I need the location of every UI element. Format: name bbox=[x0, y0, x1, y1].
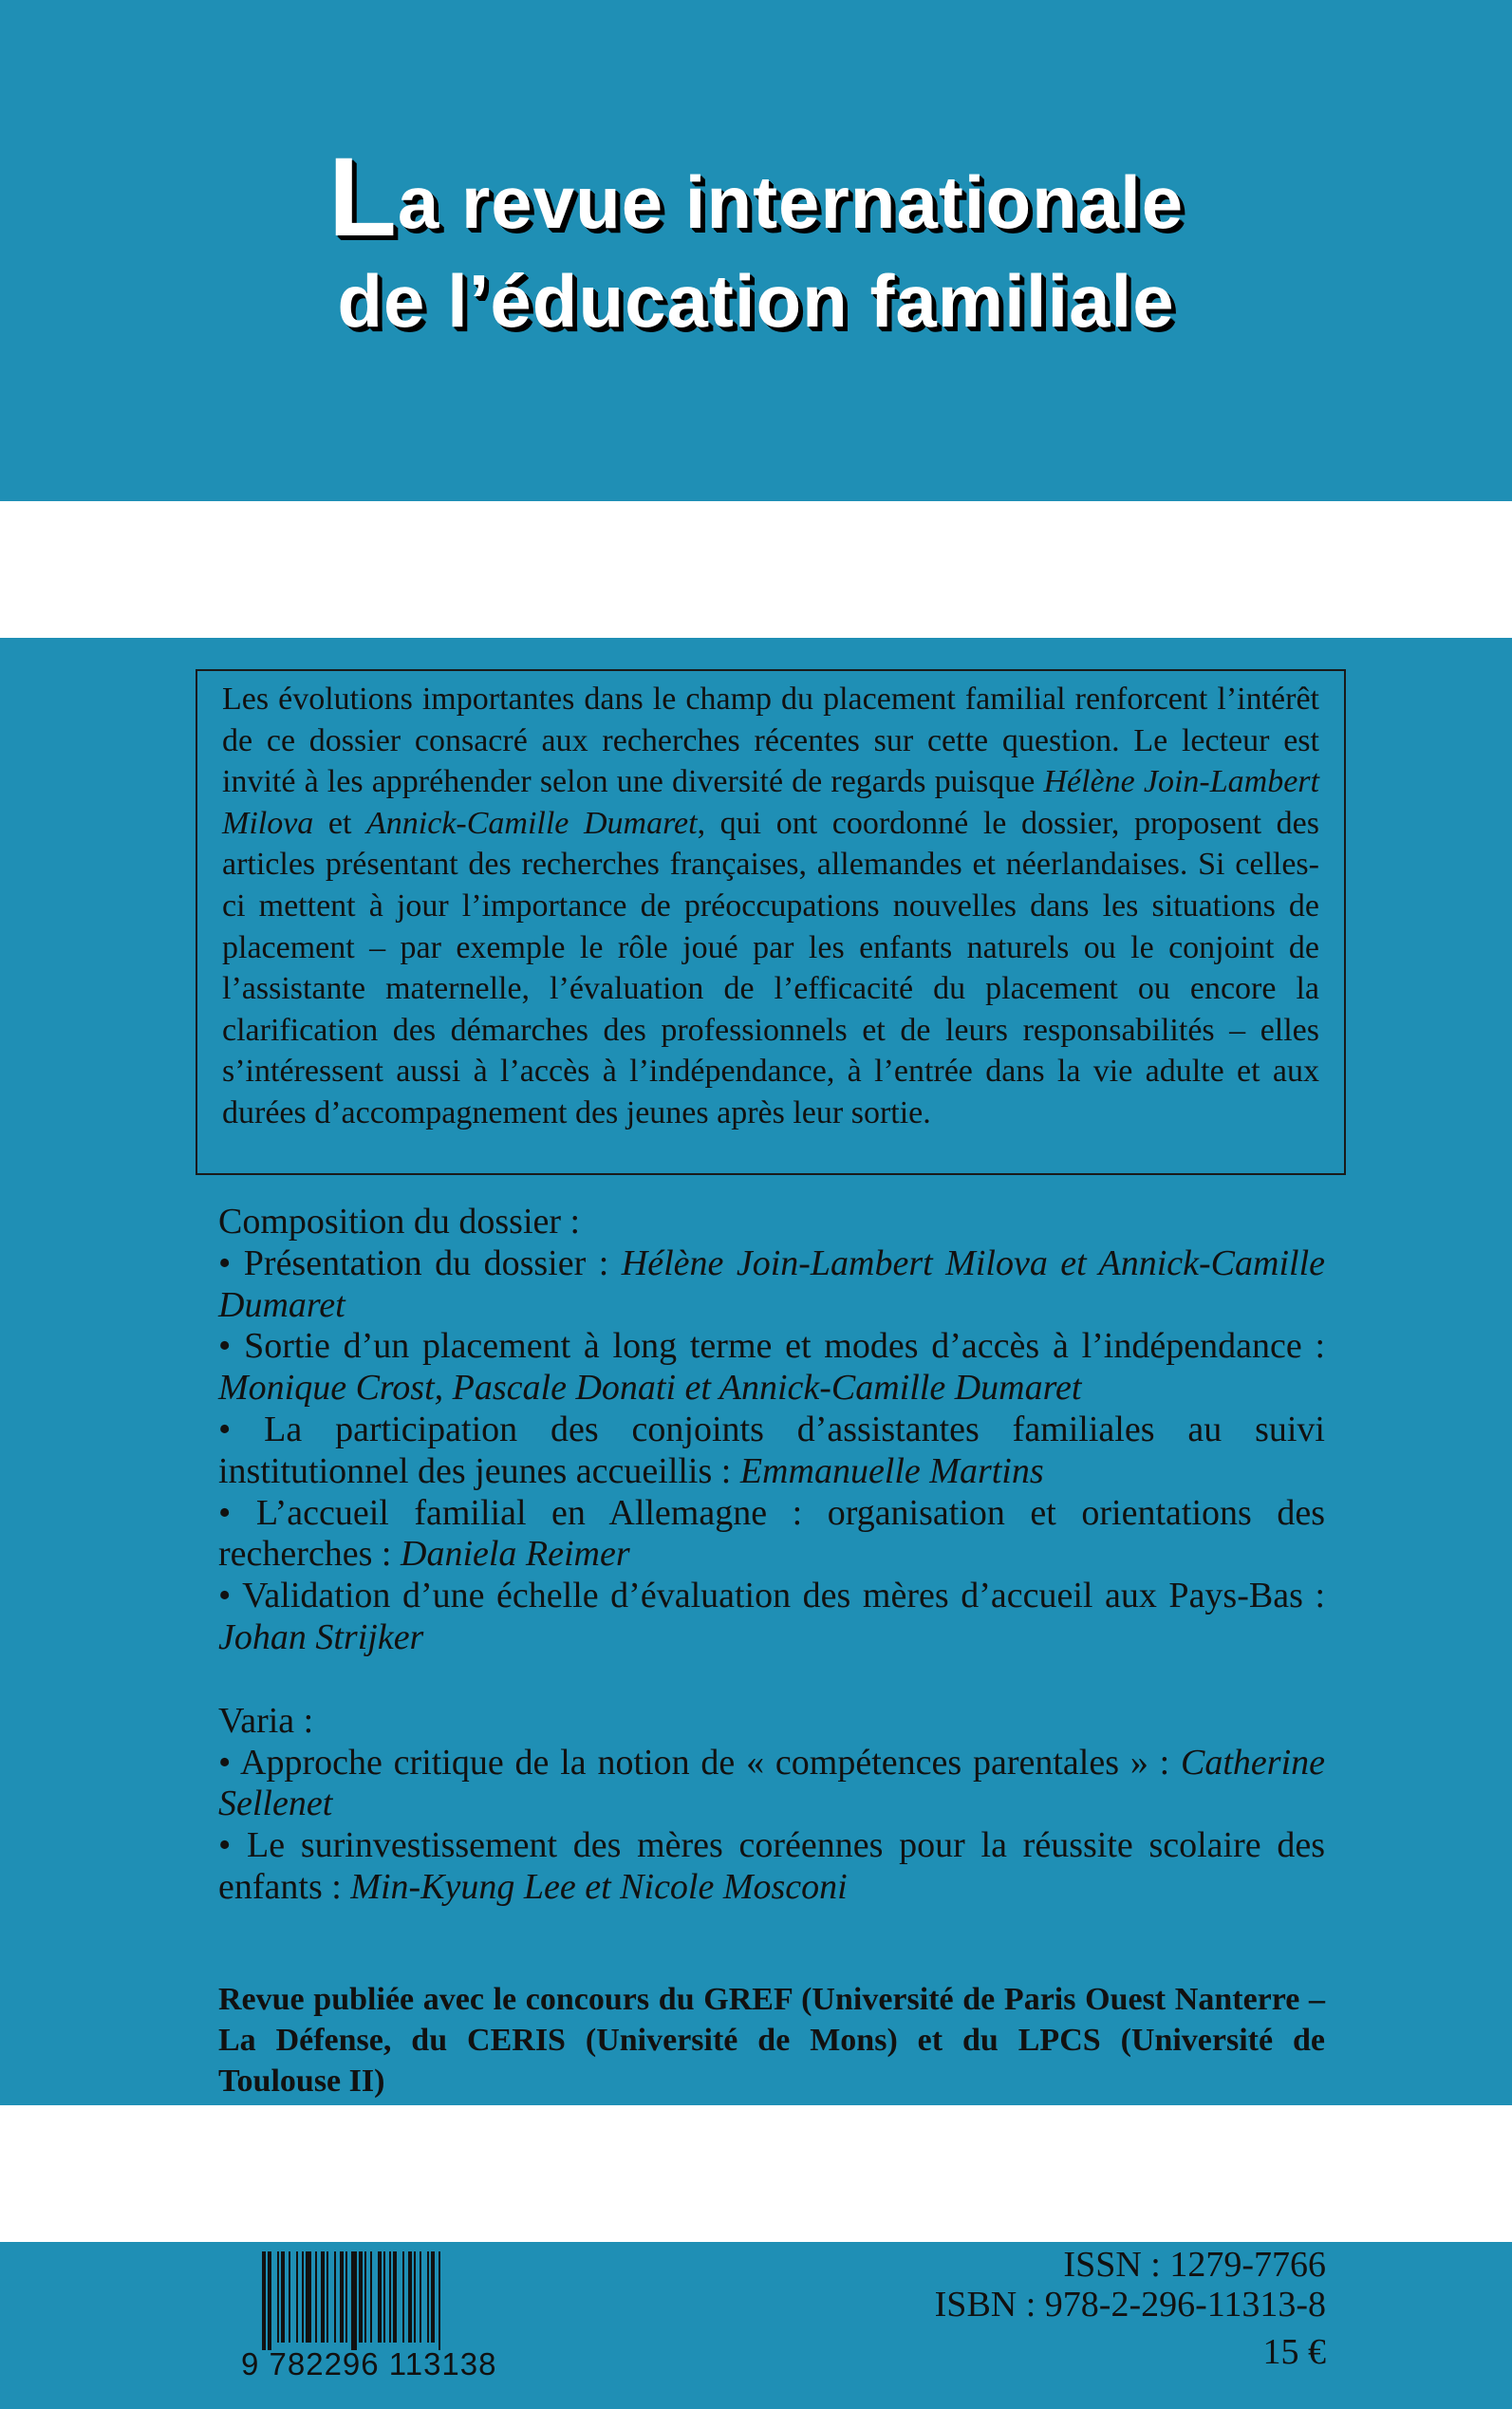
barcode-bar bbox=[351, 2251, 357, 2350]
barcode-bar bbox=[315, 2251, 317, 2343]
dossier-item-authors: Monique Crost, Pascale Donati et Annick-Camille Dumaret bbox=[218, 1368, 1082, 1409]
abstract-coordinator-2: Annick-Camille Dumaret bbox=[366, 805, 698, 841]
barcode-bar bbox=[370, 2251, 372, 2343]
barcode-bar bbox=[378, 2251, 382, 2343]
varia-heading: Varia : bbox=[218, 1700, 314, 1741]
barcode-bar bbox=[408, 2251, 412, 2343]
title-line-1-text: a revue internationale bbox=[397, 160, 1185, 244]
abstract-text-part-3: , qui ont coordonné le dossier, proposent des articles présentant des recherches françaises, allemandes et néerlandaises. Si celles-ci mettent à jour l’importance de préoccupations nouvelles dans les situations de placement – par exemple le rôle joué par les enfants naturels ou le conjoint de l’assistante maternelle, l’évaluation de l’efficacité du placement ou encore la clarification des démarches des professionnels et de leurs responsabilités – elles s’intéressent aussi à l’accès à l’indépendance, à l’entrée dans la vie adulte et aux durées d’accompagnement des jeunes après leur sortie. bbox=[222, 805, 1319, 1130]
dossier-item-authors: Emmanuelle Martins bbox=[739, 1450, 1044, 1491]
dossier-item bbox=[218, 1493, 1325, 1577]
barcode-bar bbox=[359, 2251, 363, 2343]
dossier-heading: Composition du dossier : bbox=[218, 1202, 581, 1242]
dossier-item-title: • La participation des conjoints d’assistantes familiales au suivi institutionnel des jeunes accueillis : bbox=[218, 1409, 1325, 1491]
barcode-digits: 9 782296 113138 bbox=[241, 2346, 497, 2381]
varia-item-title: • Le surinvestissement des mères coréennes pour la réussite scolaire des enfants : bbox=[218, 1825, 1325, 1907]
barcode-bar bbox=[306, 2251, 311, 2343]
dossier-item bbox=[218, 1576, 1325, 1659]
barcode-bar bbox=[302, 2251, 304, 2343]
barcode-bar bbox=[439, 2251, 440, 2350]
barcode-bar bbox=[427, 2251, 429, 2343]
sponsor-note: Revue publiée avec le concours du GREF (Université de Paris Ouest Nanterre – La Défense, du CERIS (Université de Mons) et du LPCS (Université de Toulouse II) bbox=[218, 1982, 1325, 2099]
abstract-text-part-2: et bbox=[313, 805, 367, 841]
dossier-item-title: • L’accueil familial en Allemagne : organisation et orientations des recherches : bbox=[218, 1492, 1325, 1575]
varia-item-authors: Catherine Sellenet bbox=[218, 1742, 1325, 1824]
barcode-icon bbox=[241, 2246, 522, 2352]
dossier-item-authors: Johan Strijker bbox=[218, 1616, 424, 1657]
barcode-bar bbox=[334, 2251, 336, 2343]
isbn-barcode bbox=[241, 2246, 522, 2381]
barcode-bar bbox=[420, 2251, 421, 2343]
abstract-text bbox=[222, 679, 1319, 1134]
abstract-coordinator-1: Hélène Join-Lambert Milova bbox=[222, 764, 1319, 841]
barcode-bar bbox=[289, 2251, 290, 2343]
table-of-contents bbox=[218, 1202, 1325, 1909]
barcode-bar bbox=[268, 2251, 271, 2350]
isbn: ISBN : 978-2-296-11313-8 bbox=[934, 2285, 1326, 2325]
barcode-bar bbox=[321, 2251, 325, 2343]
barcode-bar bbox=[327, 2251, 328, 2343]
barcode-bar bbox=[393, 2251, 397, 2343]
dossier-item-title: • Sortie d’un placement à long terme et modes d’accès à l’indépendance : bbox=[218, 1326, 1325, 1367]
section-spacer bbox=[218, 1659, 1325, 1701]
varia-item-title: • Approche critique de la notion de « compétences parentales » : bbox=[218, 1742, 1182, 1783]
varia-item-authors: Min-Kyung Lee et Nicole Mosconi bbox=[350, 1866, 848, 1907]
dossier-item bbox=[218, 1326, 1325, 1410]
dossier-item bbox=[218, 1410, 1325, 1493]
barcode-bar bbox=[345, 2251, 347, 2343]
barcode-bar bbox=[281, 2251, 285, 2343]
barcode-bar bbox=[402, 2251, 404, 2343]
barcode-bar bbox=[296, 2251, 298, 2343]
dossier-item-title: • Présentation du dossier : bbox=[218, 1242, 622, 1283]
issn: ISSN : 1279-7766 bbox=[1063, 2245, 1326, 2285]
barcode-bar bbox=[364, 2251, 366, 2343]
barcode-bar bbox=[340, 2251, 344, 2343]
dossier-item-authors: Daniela Reimer bbox=[401, 1534, 630, 1575]
abstract-text-part-1: Les évolutions importantes dans le champ du placement familial renforcent l’intérêt de ce dossier consacré aux recherches récentes sur cette question. Le lecteur est invité à les appréhender selon une diversité de regards puisque bbox=[222, 682, 1319, 800]
journal-title-line-1 bbox=[0, 133, 1512, 262]
varia-item bbox=[218, 1743, 1325, 1826]
journal-title-line-2: de l’éducation familiale bbox=[337, 259, 1175, 343]
dossier-item-authors: Hélène Join-Lambert Milova et Annick-Camille Dumaret bbox=[218, 1242, 1325, 1325]
title-initial: L bbox=[327, 135, 398, 260]
abstract-box bbox=[196, 669, 1346, 1175]
barcode-bar bbox=[383, 2251, 385, 2343]
barcode-bar bbox=[414, 2251, 416, 2343]
dossier-item bbox=[218, 1243, 1325, 1327]
barcode-bar bbox=[431, 2251, 435, 2343]
barcode-bar bbox=[389, 2251, 391, 2343]
dossier-item-title: • Validation d’une échelle d’évaluation des mères d’accueil aux Pays-Bas : bbox=[218, 1576, 1325, 1616]
barcode-bar bbox=[277, 2251, 279, 2343]
price: 15 € bbox=[1262, 2332, 1326, 2372]
varia-item bbox=[218, 1825, 1325, 1909]
barcode-bar bbox=[262, 2251, 266, 2350]
